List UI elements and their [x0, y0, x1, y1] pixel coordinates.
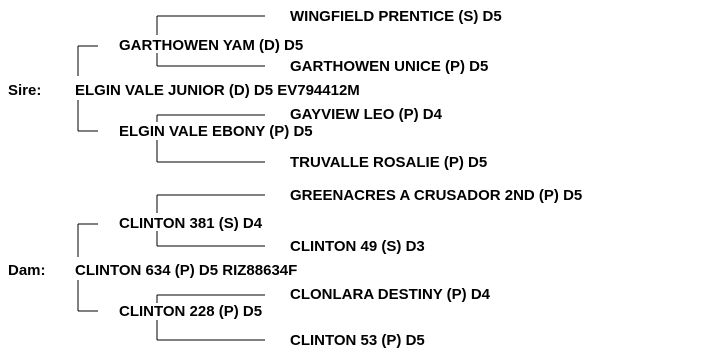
dam-maternal-grandsire: CLONLARA DESTINY (P) D4 — [290, 286, 491, 303]
sire-name: ELGIN VALE JUNIOR (D) D5 EV794412M — [75, 82, 360, 99]
sire-lineage — [8, 8, 502, 171]
sire-maternal-grandsire: GAYVIEW LEO (P) D4 — [290, 106, 442, 123]
sire-dam: ELGIN VALE EBONY (P) D5 — [119, 123, 313, 140]
dam-label: Dam: — [8, 262, 46, 279]
dam-sire: CLINTON 381 (S) D4 — [119, 215, 263, 232]
dam-lineage — [8, 187, 582, 349]
sire-paternal-grandsire: WINGFIELD PRENTICE (S) D5 — [290, 8, 502, 25]
sire-paternal-granddam: GARTHOWEN UNICE (P) D5 — [290, 58, 489, 75]
dam-paternal-granddam: CLINTON 49 (S) D3 — [290, 238, 425, 255]
dam-maternal-granddam: CLINTON 53 (P) D5 — [290, 332, 425, 349]
dam-dam: CLINTON 228 (P) D5 — [119, 303, 263, 320]
dam-paternal-grandsire: GREENACRES A CRUSADOR 2ND (P) D5 — [290, 187, 583, 204]
dam-name: CLINTON 634 (P) D5 RIZ88634F — [75, 262, 298, 279]
sire-maternal-granddam: TRUVALLE ROSALIE (P) D5 — [290, 154, 488, 171]
sire-label: Sire: — [8, 82, 42, 99]
sire-sire: GARTHOWEN YAM (D) D5 — [119, 37, 304, 54]
